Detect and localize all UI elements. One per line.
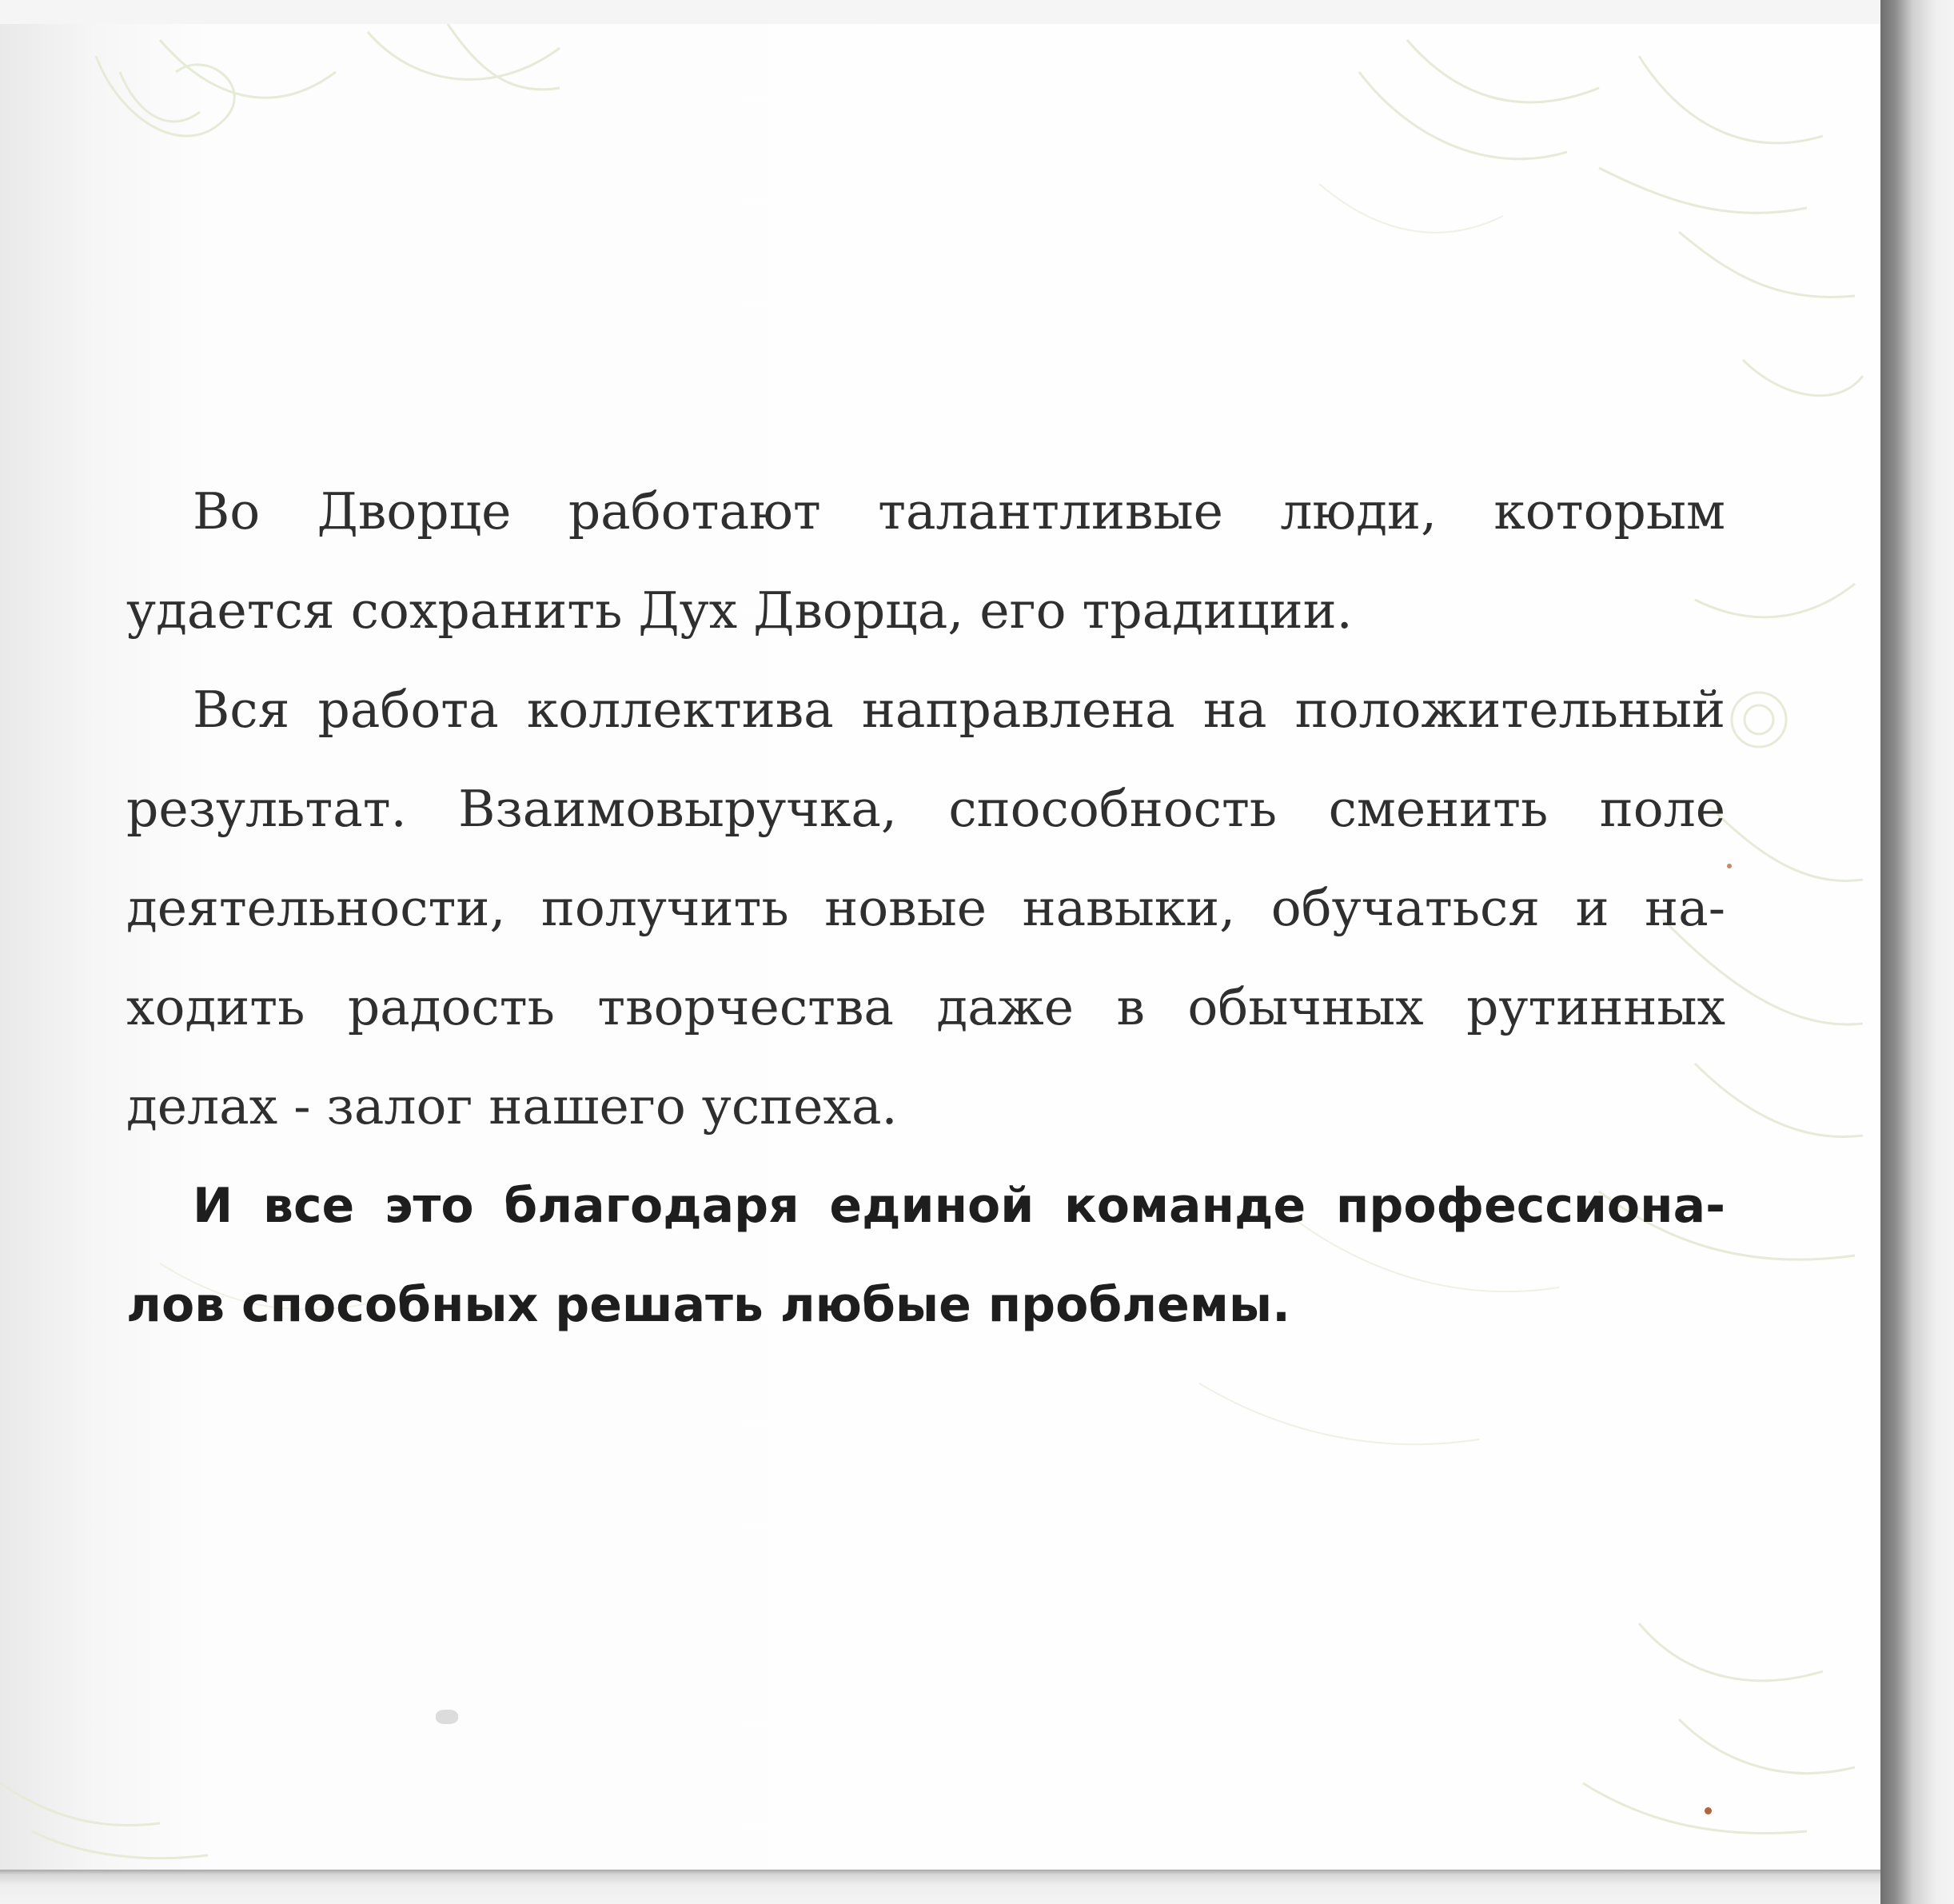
book-page: [0, 24, 1880, 1870]
page-text: [126, 462, 1725, 1355]
paragraph-2: Вся работа коллектива направлена на положительный результат. Взаимовыручка, способность сменить поле деятельности, получить новые навыки, обучаться и на-ходить радость творчества даже в обычных рутинных делах - залог нашего успеха.: [126, 681, 1725, 1136]
dust-speck: [436, 1710, 458, 1724]
page-right-shadow: [1880, 0, 1954, 1904]
paragraph-1: Во Дворце работают талантливые люди, которым удается сохранить Дух Дворца, его традиции.: [126, 482, 1725, 640]
page-bottom-edge: [0, 1870, 1880, 1904]
scan-top-margin: [0, 0, 1954, 24]
ink-speck: [1727, 864, 1732, 868]
ink-speck: [1705, 1807, 1712, 1814]
paragraph-3-bold: И все это благодаря единой команде профессиона-лов способных решать любые проблемы.: [126, 1178, 1725, 1333]
